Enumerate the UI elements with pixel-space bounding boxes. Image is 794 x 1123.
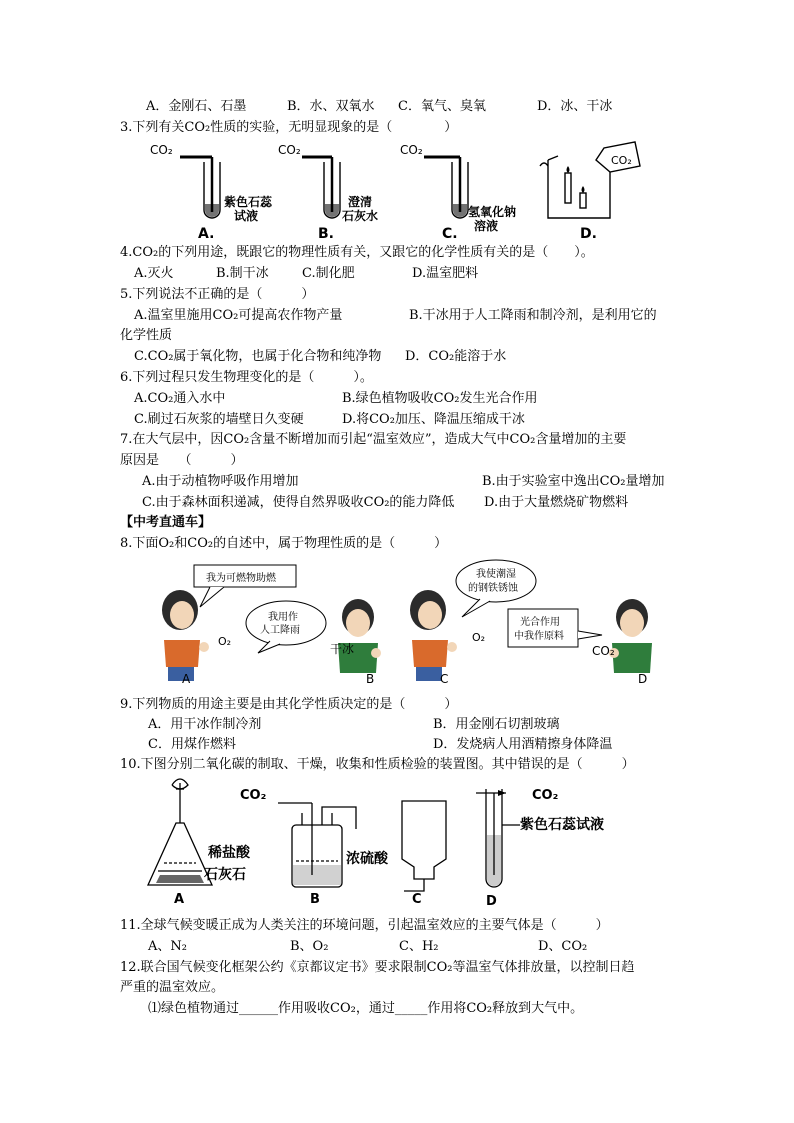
q10-stem: 10.下图分别二氧化碳的制取、干燥，收集和性质检验的装置图。其中错误的是（ ）	[120, 757, 635, 772]
q10-co2-b: CO₂	[240, 788, 267, 803]
q3-label-b: B.	[318, 226, 334, 242]
q11-option-b: B、O₂	[290, 939, 329, 954]
q10-co2-d: CO₂	[532, 788, 559, 803]
q8-label-d: D	[638, 672, 648, 686]
q10-stone-label: 石灰石	[204, 867, 246, 883]
q4-option-d: D.温室肥料	[412, 266, 479, 281]
q7-option-b: B.由于实验室中逸出CO₂量增加	[482, 474, 665, 489]
q12-stem-cont: 严重的温室效应。	[120, 980, 225, 995]
q2-option-b: B．水、双氧水	[287, 99, 375, 114]
q4-option-a: A.灭火	[134, 266, 174, 281]
q10-label-a: A	[174, 892, 185, 907]
q10-label-c: C	[412, 892, 422, 907]
q3-label-d: D.	[580, 226, 597, 242]
q11-stem: 11.全球气候变暖正成为人类关注的环境问题，引起温室效应的主要气体是（ ）	[120, 918, 609, 933]
q8-co2-d: CO₂	[592, 644, 615, 658]
q8-bubble-d-2: 中我作原料	[514, 631, 564, 642]
q3-figure	[130, 138, 650, 243]
q11-option-d: D、CO₂	[538, 939, 588, 954]
q6-option-a: A.CO₂通入水中	[134, 391, 226, 406]
q3-label-a: A.	[198, 226, 215, 242]
q3-tube-b-label-2: 石灰水	[342, 209, 379, 223]
q6-stem: 6.下列过程只发生物理变化的是（ ）。	[120, 370, 373, 385]
q8-dryice: 干冰	[330, 642, 355, 656]
q2-option-d: D．冰、干冰	[537, 99, 613, 114]
q9-option-a: A．用干冰作制冷剂	[148, 717, 262, 732]
q10-label-b: B	[310, 892, 320, 907]
q8-bubble-b-1: 我用作	[268, 612, 298, 623]
q5-option-b: B.干冰用于人工降雨和制冷剂，是利用它的	[409, 308, 657, 323]
q10-h2so4-label: 浓硫酸	[346, 851, 388, 867]
q3-tube-c-label-1: 氢氧化钠	[468, 205, 517, 219]
q7-stem-cont: 原因是 （ ）	[120, 453, 244, 468]
q10-label-d: D	[486, 894, 497, 909]
q8-bubble-b-2: 人工降雨	[260, 625, 300, 636]
q9-option-c: C．用煤作燃料	[148, 737, 236, 752]
q6-option-c: C.刷过石灰浆的墙壁日久变硬	[134, 412, 304, 427]
q5-option-d: D．CO₂能溶于水	[405, 349, 507, 364]
q11-option-a: A、N₂	[148, 939, 187, 954]
q5-stem: 5.下列说法不正确的是（ ）	[120, 287, 315, 302]
q2-option-c: C．氧气、臭氧	[398, 99, 486, 114]
q8-label-a: A	[182, 672, 191, 686]
q2-option-a: A．金刚石、石墨	[146, 99, 247, 114]
q11-option-c: C、H₂	[399, 939, 439, 954]
q8-bubble-d-1: 光合作用	[520, 617, 560, 628]
q8-figure	[140, 555, 660, 690]
q9-stem: 9.下列物质的用途主要是由其化学性质决定的是（ ）	[120, 697, 458, 712]
q3-co2-b: CO₂	[278, 143, 301, 157]
q3-label-c: C.	[442, 226, 458, 242]
q8-o2-a: O₂	[218, 635, 232, 648]
q10-litmus-label: 紫色石蕊试液	[520, 817, 604, 833]
q7-stem: 7.在大气层中，因CO₂含量不断增加而引起“温室效应”，造成大气中CO₂含量增加的主要	[120, 432, 627, 447]
q9-option-d: D．发烧病人用酒精擦身体降温	[433, 737, 613, 752]
q8-bubble-c-1: 我使潮湿	[476, 569, 516, 580]
q7-option-a: A.由于动植物呼吸作用增加	[142, 474, 299, 489]
q8-bubble-c-2: 的钢铁锈蚀	[468, 583, 518, 594]
q8-bubble-a: 我为可燃物助燃	[206, 573, 276, 584]
q3-co2-a: CO₂	[150, 143, 173, 157]
q7-option-d: D.由于大量燃烧矿物燃料	[484, 495, 629, 510]
q12-stem: 12.联合国气候变化框架公约《京都议定书》要求限制CO₂等温室气体排放量，以控制日趋	[120, 960, 635, 975]
q10-acid-label: 稀盐酸	[208, 845, 250, 861]
q3-co2-d: CO₂	[611, 154, 632, 167]
q8-o2-c: O₂	[472, 631, 486, 644]
q7-option-c: C.由于森林面积递减，使得自然界吸收CO₂的能力降低	[142, 495, 455, 510]
q3-tube-c-label-2: 溶液	[474, 219, 499, 233]
q3-tube-a-label-2: 试液	[234, 209, 259, 223]
q8-stem: 8.下面O₂和CO₂的自述中，属于物理性质的是（ ）	[120, 536, 448, 551]
q3-tube-a-label-1: 紫色石蕊	[224, 195, 273, 209]
q3-stem: 3.下列有关CO₂性质的实验，无明显现象的是（ ）	[120, 120, 458, 135]
q5-option-b-cont: 化学性质	[120, 328, 173, 343]
q6-option-d: D.将CO₂加压、降温压缩成干冰	[342, 412, 525, 427]
q12-subquestion-1: ⑴绿色植物通过______作用吸收CO₂，通过_____作用将CO₂释放到大气中。	[148, 1001, 584, 1016]
q8-label-b: B	[366, 672, 375, 686]
q9-option-b: B．用金刚石切割玻璃	[433, 717, 560, 732]
q6-option-b: B.绿色植物吸收CO₂发生光合作用	[342, 391, 538, 406]
section-heading: 【中考直通车】	[120, 515, 212, 530]
q4-option-c: C.制化肥	[302, 266, 355, 281]
q3-co2-c: CO₂	[400, 143, 423, 157]
q5-option-c: C.CO₂属于氧化物，也属于化合物和纯净物	[134, 349, 382, 364]
q8-label-c: C	[440, 672, 449, 686]
q5-option-a: A.温室里施用CO₂可提高农作物产量	[134, 308, 343, 323]
q10-figure	[136, 775, 616, 910]
q4-stem: 4.CO₂的下列用途，既跟它的物理性质有关，又跟它的化学性质有关的是（ ）。	[120, 245, 594, 260]
q3-tube-b-label-1: 澄清	[348, 195, 373, 209]
q4-option-b: B.制干冰	[216, 266, 269, 281]
